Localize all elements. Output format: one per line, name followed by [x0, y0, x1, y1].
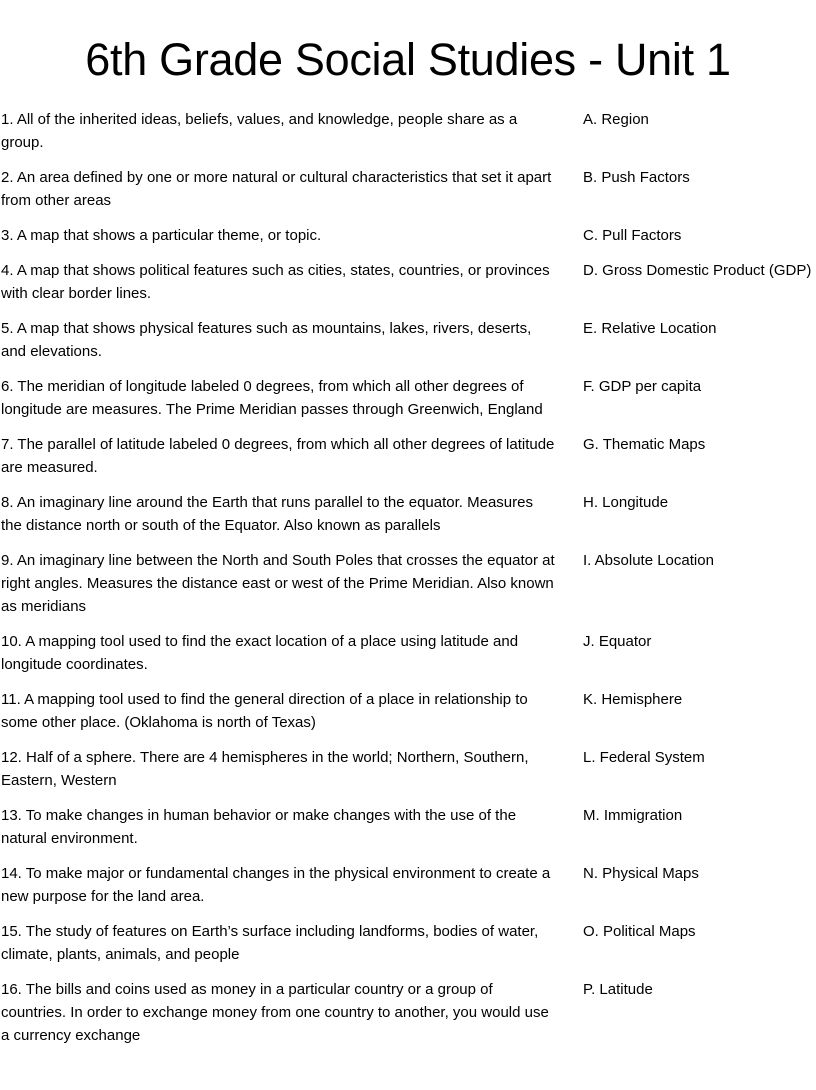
answer-choice-text: I. Absolute Location — [583, 552, 714, 569]
question-text: 12. Half of a sphere. There are 4 hemispheres in the world; Northern, Southern, Eastern, Western — [1, 749, 529, 789]
page-title: 6th Grade Social Studies - Unit 1 — [85, 34, 731, 85]
question-text: 14. To make major or fundamental changes in the physical environment to create a new purpose for the land area. — [1, 865, 551, 905]
matching-row — [1, 804, 816, 850]
matching-row — [1, 978, 816, 1047]
question-text: 15. The study of features on Earth’s surface including landforms, bodies of water, climate, plants, animals, and people — [1, 923, 539, 963]
matching-row — [1, 688, 816, 734]
question-text: 5. A map that shows physical features such as mountains, lakes, rivers, deserts, and elevations. — [1, 320, 532, 360]
question-text: 16. The bills and coins used as money in a particular country or a group of countries. In order to exchange money from one country to another, you would use a currency exchange — [1, 981, 549, 1044]
matching-row — [1, 108, 816, 154]
question-text: 8. An imaginary line around the Earth that runs parallel to the equator. Measures the distance north or south of the Equator. Also known as parallels — [1, 494, 533, 534]
question-text: 7. The parallel of latitude labeled 0 degrees, from which all other degrees of latitude are measured. — [1, 436, 555, 476]
answer-choice-text: D. Gross Domestic Product (GDP) — [583, 262, 812, 279]
question-text: 2. An area defined by one or more natural or cultural characteristics that set it apart from other areas — [1, 169, 552, 209]
question-text: 9. An imaginary line between the North and South Poles that crosses the equator at right angles. Measures the distance east or west of the Prime Meridian. Also known as meridians — [1, 552, 555, 615]
answer-choice-text: N. Physical Maps — [583, 865, 699, 882]
answer-choice-text: H. Longitude — [583, 494, 669, 511]
matching-row — [1, 746, 816, 792]
question-text: 1. All of the inherited ideas, beliefs, values, and knowledge, people share as a group. — [1, 111, 518, 151]
matching-row — [1, 375, 816, 421]
answer-choice-text: E. Relative Location — [583, 320, 717, 337]
answer-choice-text: C. Pull Factors — [583, 227, 682, 244]
question-text: 13. To make changes in human behavior or make changes with the use of the natural environment. — [1, 807, 517, 847]
matching-list — [0, 108, 816, 1047]
matching-row — [1, 862, 816, 908]
answer-choice-text: O. Political Maps — [583, 923, 696, 940]
answer-choice-text: A. Region — [583, 111, 649, 128]
answer-choice-text: J. Equator — [583, 633, 652, 650]
answer-choice-text: M. Immigration — [583, 807, 683, 824]
answer-choice-text: P. Latitude — [583, 981, 653, 998]
matching-row — [1, 433, 816, 479]
question-text: 10. A mapping tool used to find the exact location of a place using latitude and longitude coordinates. — [1, 633, 519, 673]
answer-choice-text: B. Push Factors — [583, 169, 690, 186]
matching-row — [1, 259, 816, 305]
question-text: 3. A map that shows a particular theme, or topic. — [1, 227, 322, 244]
answer-choice-text: L. Federal System — [583, 749, 705, 766]
matching-row — [1, 166, 816, 212]
question-text: 6. The meridian of longitude labeled 0 degrees, from which all other degrees of longitude are measures. The Prime Meridian passes through Greenwich, England — [1, 378, 543, 418]
matching-row — [1, 549, 816, 618]
question-text: 4. A map that shows political features such as cities, states, countries, or provinces with clear border lines. — [1, 262, 550, 302]
answer-choice-text: K. Hemisphere — [583, 691, 683, 708]
answer-choice-text: F. GDP per capita — [583, 378, 702, 395]
matching-row — [1, 491, 816, 537]
question-text: 11. A mapping tool used to find the general direction of a place in relationship to some other place. (Oklahoma is north of Texas) — [1, 691, 528, 731]
matching-row — [1, 317, 816, 363]
matching-row — [1, 920, 816, 966]
worksheet-page — [0, 34, 816, 1090]
answer-choice-text: G. Thematic Maps — [583, 436, 706, 453]
matching-row — [1, 630, 816, 676]
matching-row — [1, 224, 816, 247]
